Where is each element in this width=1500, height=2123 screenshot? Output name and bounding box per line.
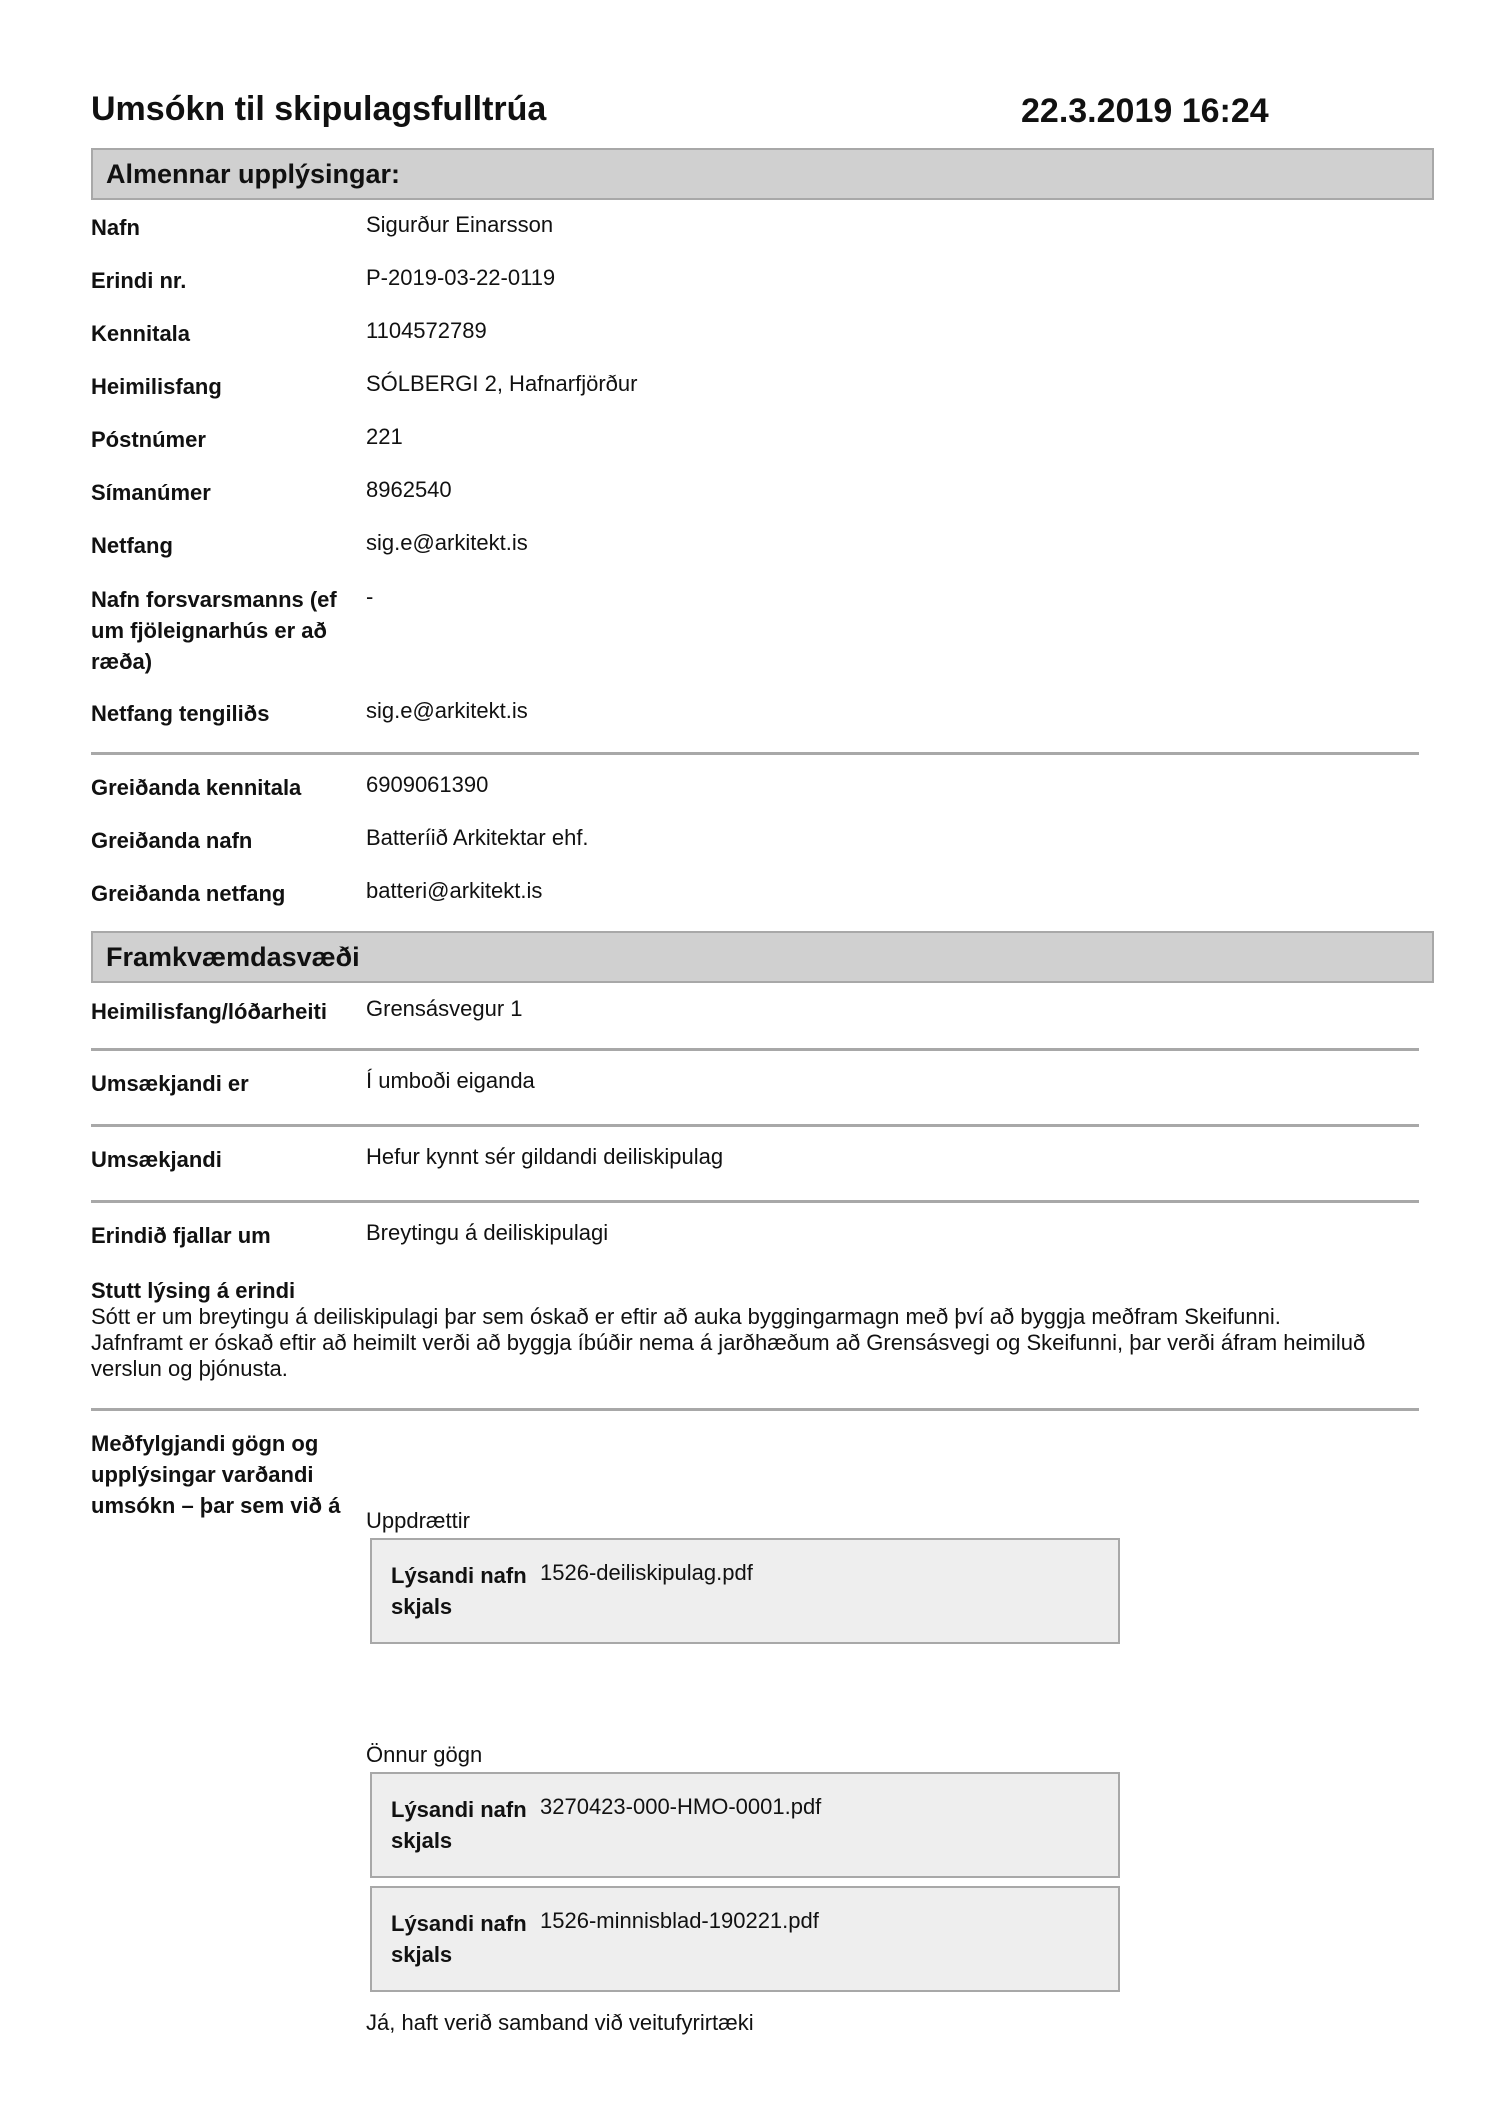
field-label: Póstnúmer xyxy=(91,427,206,452)
attachment-file[interactable] xyxy=(370,1772,1120,1878)
field-value: - xyxy=(366,584,374,609)
file-label: Lýsandi nafn skjals xyxy=(391,1797,527,1853)
description-line: Sótt er um breytingu á deiliskipulagi þar sem óskað er eftir að auka byggingarmagn með því að byggja meðfram Skeifunni. xyxy=(91,1304,1281,1329)
field-label: Erindið fjallar um xyxy=(91,1223,271,1248)
field-value: Breytingu á deiliskipulagi xyxy=(366,1220,609,1245)
field-value: Hefur kynnt sér gildandi deiliskipulag xyxy=(366,1144,724,1169)
description-title: Stutt lýsing á erindi xyxy=(91,1278,296,1303)
attachments-label: Meðfylgjandi gögn og upplýsingar varðandi umsókn – þar sem við á xyxy=(91,1431,341,1518)
divider xyxy=(91,1408,1419,1411)
attachment-group-title: Uppdrættir xyxy=(366,1508,470,1533)
field-label: Umsækjandi xyxy=(91,1147,222,1172)
divider xyxy=(91,1200,1419,1203)
divider xyxy=(91,1048,1419,1051)
field-label: Kennitala xyxy=(91,321,191,346)
field-label: Símanúmer xyxy=(91,480,211,505)
field-label: Greiðanda kennitala xyxy=(91,775,302,800)
attachment-file[interactable] xyxy=(370,1538,1120,1644)
file-name[interactable]: 1526-minnisblad-190221.pdf xyxy=(540,1908,819,1933)
file-name[interactable]: 1526-deiliskipulag.pdf xyxy=(540,1560,753,1585)
field-value: batteri@arkitekt.is xyxy=(366,878,543,903)
utility-note: Já, haft verið samband við veitufyrirtæki xyxy=(366,2010,754,2035)
file-name[interactable]: 3270423-000-HMO-0001.pdf xyxy=(540,1794,822,1819)
field-value: 8962540 xyxy=(366,477,452,502)
field-label: Heimilisfang/lóðarheiti xyxy=(91,999,327,1024)
description-line: verslun og þjónusta. xyxy=(91,1356,288,1381)
field-label: Erindi nr. xyxy=(91,268,187,293)
attachment-group-title: Önnur gögn xyxy=(366,1742,483,1767)
attachment-file[interactable] xyxy=(370,1886,1120,1992)
page-title: Umsókn til skipulagsfulltrúa xyxy=(91,90,547,128)
field-value: Grensásvegur 1 xyxy=(366,996,523,1021)
field-value: 6909061390 xyxy=(366,772,489,797)
field-label: Heimilisfang xyxy=(91,374,222,399)
field-value: P-2019-03-22-0119 xyxy=(366,265,556,290)
divider xyxy=(91,752,1419,755)
submission-timestamp: 22.3.2019 16:24 xyxy=(1021,92,1269,130)
field-label: Nafn xyxy=(91,215,140,240)
section-general-header: Almennar upplýsingar: xyxy=(91,148,1434,200)
field-label: Nafn forsvarsmanns (ef um fjöleignarhús er að ræða) xyxy=(91,587,337,674)
divider xyxy=(91,1124,1419,1127)
field-label: Netfang xyxy=(91,533,173,558)
file-label: Lýsandi nafn skjals xyxy=(391,1563,527,1619)
field-label: Greiðanda netfang xyxy=(91,881,286,906)
field-label: Netfang tengiliðs xyxy=(91,701,270,726)
field-value: SÓLBERGI 2, Hafnarfjörður xyxy=(366,371,638,396)
section-project-header: Framkvæmdasvæði xyxy=(91,931,1434,983)
field-label: Umsækjandi er xyxy=(91,1071,249,1096)
field-label: Greiðanda nafn xyxy=(91,828,253,853)
field-value: 1104572789 xyxy=(366,318,487,343)
field-value: sig.e@arkitekt.is xyxy=(366,530,528,555)
field-value: Batteríið Arkitektar ehf. xyxy=(366,825,589,850)
field-value: Í umboði eiganda xyxy=(366,1068,535,1093)
field-value: sig.e@arkitekt.is xyxy=(366,698,528,723)
field-value: 221 xyxy=(366,424,403,449)
description-line: Jafnframt er óskað eftir að heimilt verði að byggja íbúðir nema á jarðhæðum að Grensásvegi og Skeifunni, þar verði áfram heimiluð xyxy=(91,1330,1366,1355)
field-value: Sigurður Einarsson xyxy=(366,212,554,237)
description-block xyxy=(91,1278,1419,1382)
file-label: Lýsandi nafn skjals xyxy=(391,1911,527,1967)
